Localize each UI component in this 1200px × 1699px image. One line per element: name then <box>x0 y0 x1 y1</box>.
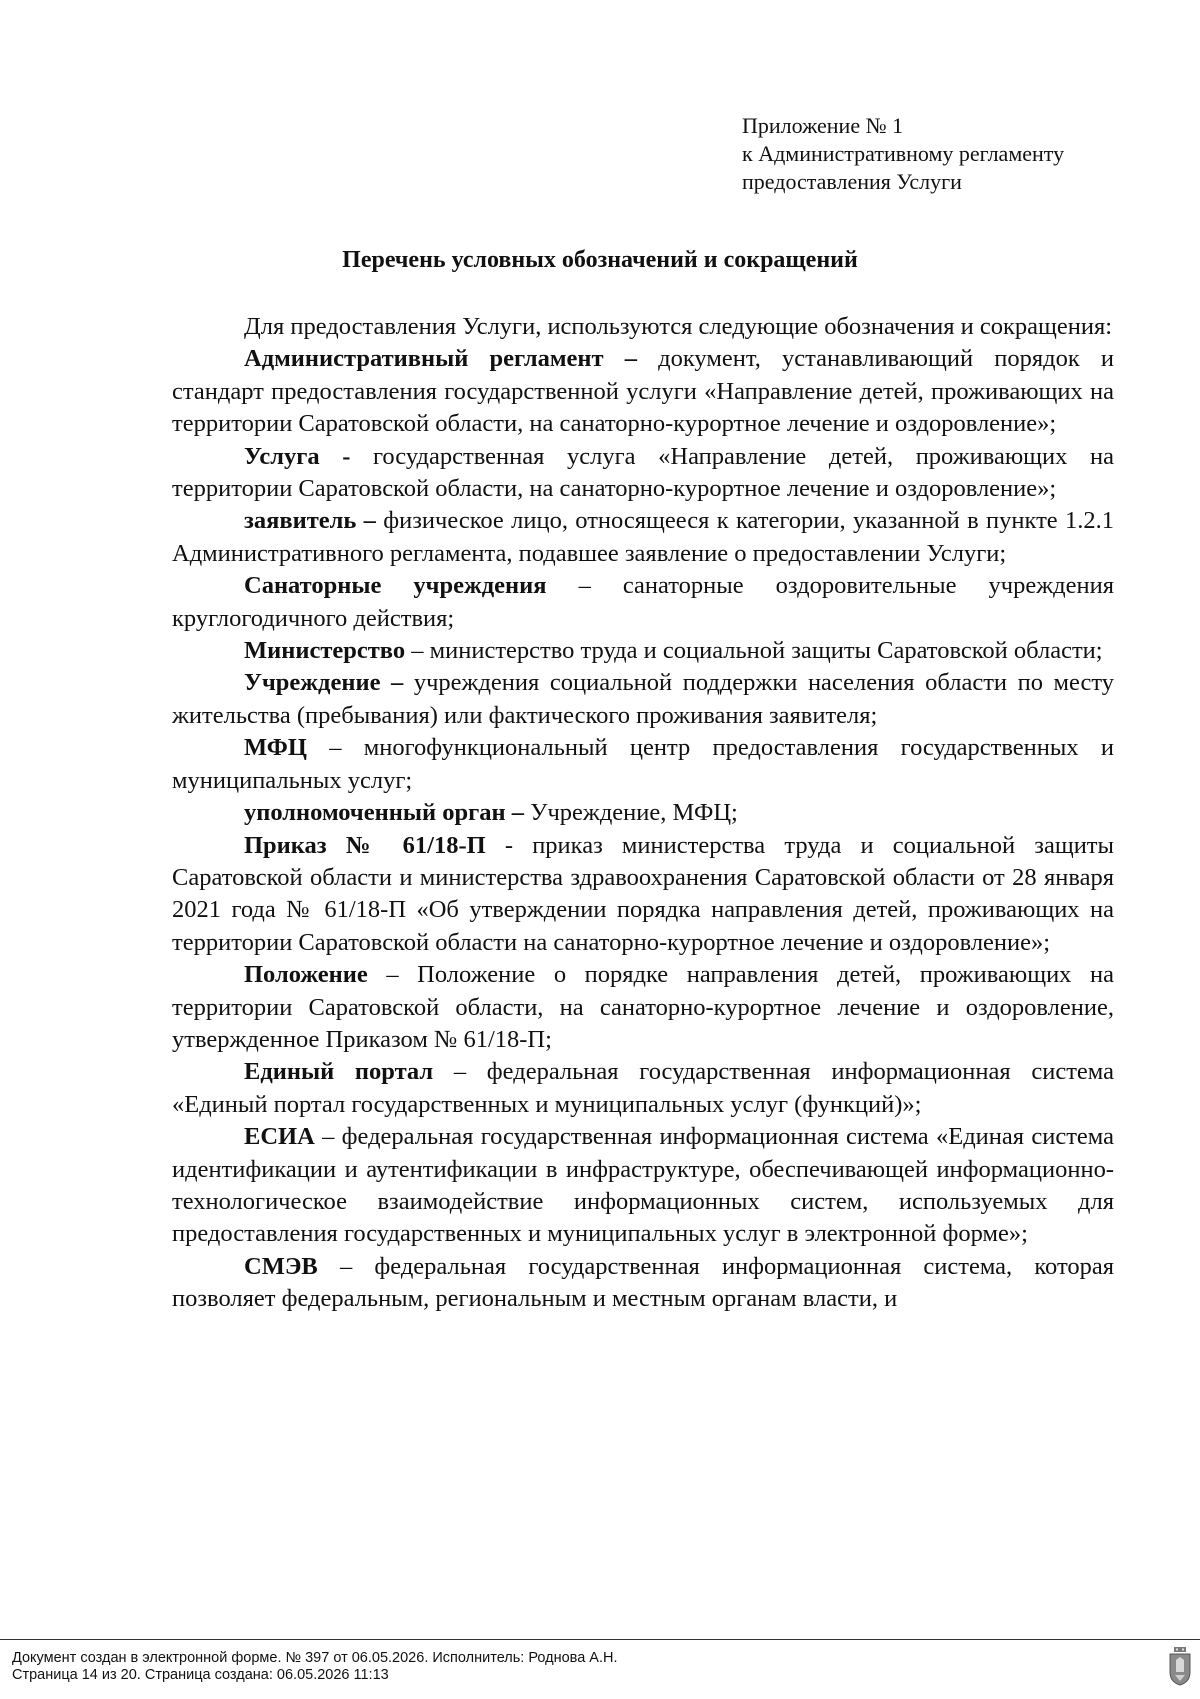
definition-term: Санаторные учреждения <box>244 572 547 600</box>
definition-text: – санаторные оздоровительные учреждения круглогодичного действия; <box>172 572 1114 632</box>
definition-term: Услуга - <box>244 442 351 470</box>
definition-term: ЕСИА <box>244 1123 315 1151</box>
definition-text: – федеральная государственная информационная система, которая позволяет федеральным, региональным и местным органам власти, и <box>172 1252 1114 1313</box>
document-title: Перечень условных обозначений и сокращений <box>342 247 858 273</box>
definition-text: – министерство труда и социальной защиты Саратовской области; <box>405 637 1103 665</box>
definition-paragraph <box>172 1056 1114 1121</box>
definition-paragraph <box>172 343 1114 440</box>
footer-page-info: Страница 14 из 20. Страница создана: 06.05.2026 11:13 <box>12 1667 389 1683</box>
definition-paragraph <box>172 797 1114 829</box>
definition-paragraph <box>172 441 1114 506</box>
definition-term: уполномоченный орган – <box>244 799 524 827</box>
appendix-reference: к Административному регламенту <box>742 141 1065 166</box>
definition-term: МФЦ <box>244 734 307 762</box>
definition-text: – федеральная государственная информационная система «Единая система идентификации и аутентификации в инфраструктуре, обеспечивающей информационно-технологическое взаимодействие информационных систем, используемых для предоставления государственных и муниципальных услуг в электронной форме»; <box>172 1123 1114 1248</box>
definition-text: – федеральная государственная информационная система «Единый портал государственных и муниципальных услуг (функций)»; <box>172 1058 1114 1118</box>
appendix-number: Приложение № 1 <box>742 113 904 138</box>
definition-term: Министерство <box>244 637 406 665</box>
definition-text: учреждения социальной поддержки населения области по месту жительства (пребывания) или фактического проживания заявителя; <box>172 669 1115 729</box>
appendix-header <box>742 112 1162 196</box>
definition-paragraph <box>172 959 1114 1056</box>
definition-paragraph <box>172 1121 1114 1251</box>
definition-term: Учреждение – <box>244 669 404 697</box>
definition-term: Единый портал <box>244 1058 434 1086</box>
definition-paragraph <box>172 635 1114 667</box>
definition-paragraph <box>172 1251 1114 1316</box>
definition-text: документ, устанавливающий порядок и стандарт предоставления государственной услуги «Направление детей, проживающих на территории Саратовской области, на санаторно-курортное лечение и оздоровление»; <box>172 345 1115 438</box>
footer-document-info: Документ создан в электронной форме. № 397 от 06.05.2026. Исполнитель: Роднова А.Н. <box>12 1650 618 1666</box>
definition-term: СМЭВ <box>244 1252 318 1280</box>
definition-term: заявитель – <box>244 507 376 535</box>
intro-paragraph <box>172 311 1114 343</box>
definition-term: Положение <box>244 961 368 989</box>
coat-of-arms-icon <box>1168 1646 1192 1686</box>
definition-text: физическое лицо, относящееся к категории, указанной в пункте 1.2.1 Административного регламента, подавшее заявление о предоставлении Услуги; <box>172 507 1115 567</box>
definition-text: – Положение о порядке направления детей, проживающих на территории Саратовской области, на санаторно-курортное лечение и оздоровление, утвержденное Приказом № 61/18-П; <box>172 961 1114 1053</box>
definition-text: государственная услуга «Направление детей, проживающих на территории Саратовской области, на санаторно-курортное лечение и оздоровление»; <box>172 442 1114 503</box>
appendix-subject: предоставления Услуги <box>742 169 962 194</box>
definition-text: - приказ министерства труда и социальной защиты Саратовской области и министерства здравоохранения Саратовской области от 28 января 2021 года № 61/18-П «Об утверждении порядка направления детей, проживающих на территории Саратовской области на санаторно-курортное лечение и оздоровление»; <box>172 831 1114 956</box>
definition-paragraph <box>172 667 1114 732</box>
definition-paragraph <box>172 570 1114 635</box>
definition-term: Приказ № 61/18-П <box>244 831 486 859</box>
definition-paragraph <box>172 830 1114 960</box>
paragraph-text: Для предоставления Услуги, используются следующие обозначения и сокращения: <box>244 313 1113 340</box>
definition-term: Административный регламент – <box>244 345 637 373</box>
document-body <box>172 311 1114 1316</box>
definition-text: – многофункциональный центр предоставления государственных и муниципальных услуг; <box>172 734 1114 794</box>
document-footer <box>0 1639 1200 1699</box>
definition-text: Учреждение, МФЦ; <box>523 799 738 827</box>
footer-text <box>12 1650 618 1684</box>
definition-paragraph <box>172 505 1114 570</box>
definition-paragraph <box>172 732 1114 797</box>
